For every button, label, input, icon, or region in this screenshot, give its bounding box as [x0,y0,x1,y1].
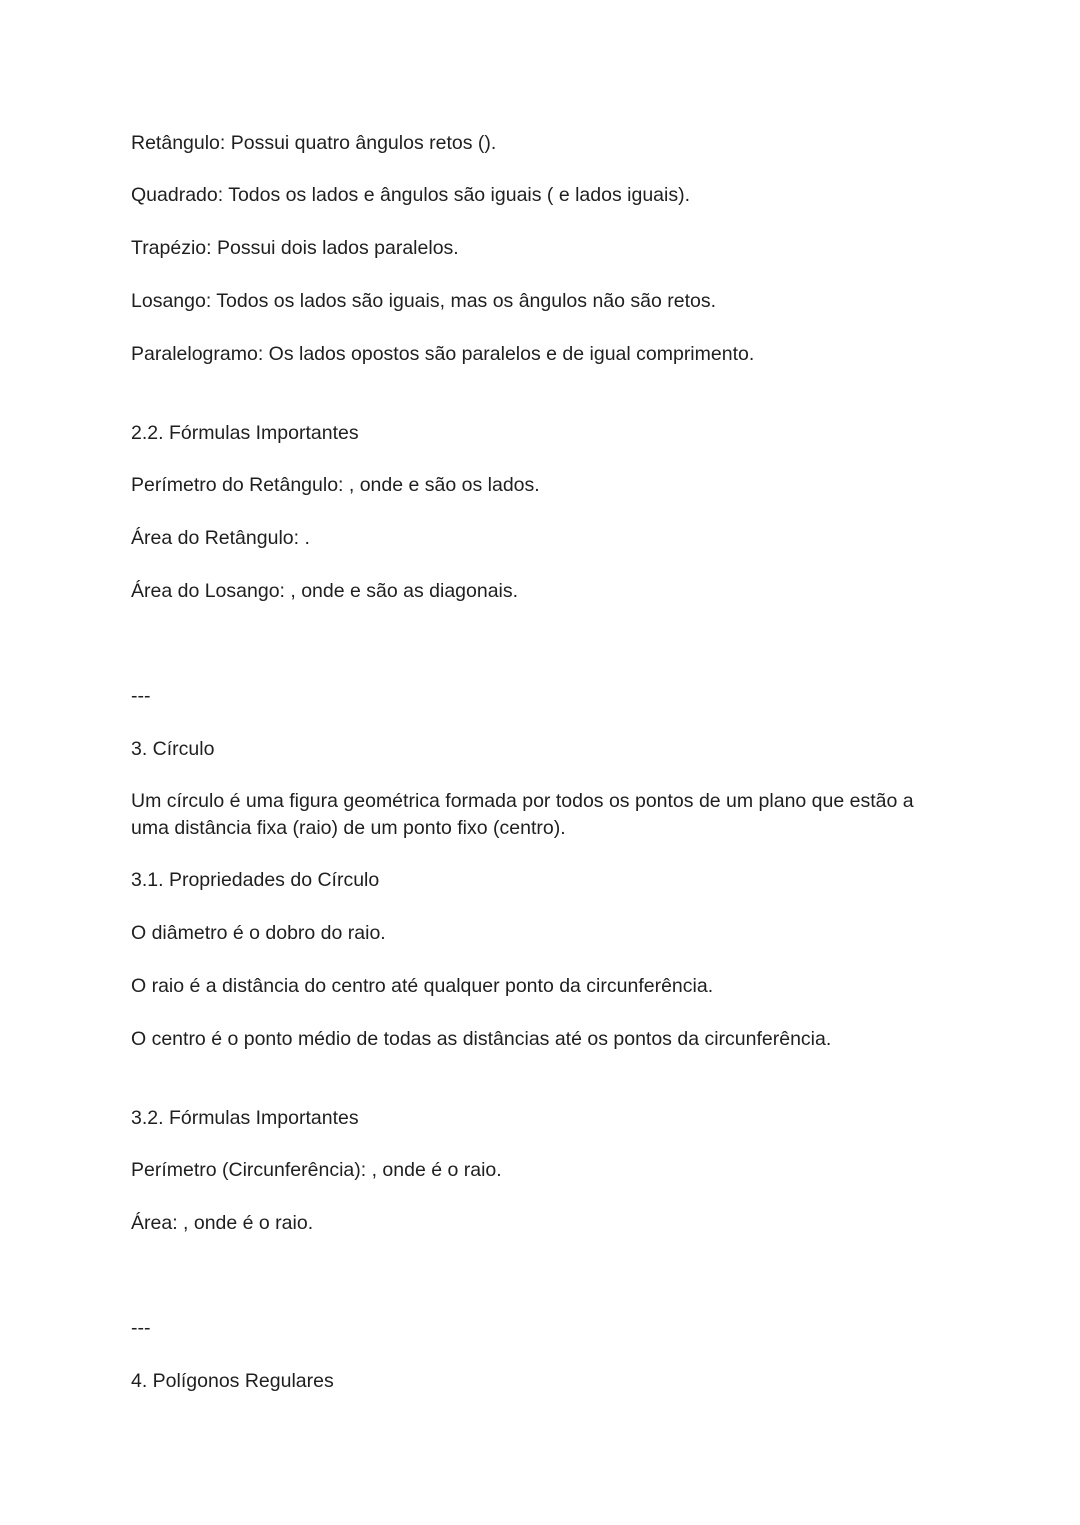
formula-circle-area: Área: , onde é o raio. [131,1212,314,1234]
formula-circumference: Perímetro (Circunferência): , onde é o raio. [131,1159,502,1181]
section-3-2-heading: 3.2. Fórmulas Importantes [131,1107,359,1129]
circle-definition: Um círculo é uma figura geométrica formada por todos os pontos de um plano que estão a uma distância fixa (raio) de um ponto fixo (centro). [131,790,914,839]
quad-rhombus: Losango: Todos os lados são iguais, mas os ângulos não são retos. [131,290,717,312]
formula-rect-perimeter: Perímetro do Retângulo: , onde e são os lados. [131,474,540,496]
section-3-heading: 3. Círculo [131,738,215,760]
formula-rect-area: Área do Retângulo: . [131,527,310,549]
quad-trapezoid: Trapézio: Possui dois lados paralelos. [131,237,459,259]
section-2-2-heading: 2.2. Fórmulas Importantes [131,422,359,444]
separator: --- [131,1317,151,1339]
quad-rectangle: Retângulo: Possui quatro ângulos retos (). [131,132,497,154]
formula-rhombus-area: Área do Losango: , onde e são as diagonais. [131,580,519,602]
circle-property-center: O centro é o ponto médio de todas as distâncias até os pontos da circunferência. [131,1028,832,1050]
section-3-1-heading: 3.1. Propriedades do Círculo [131,869,380,891]
circle-property-radius: O raio é a distância do centro até qualquer ponto da circunferência. [131,975,714,997]
quad-parallelogram: Paralelogramo: Os lados opostos são paralelos e de igual comprimento. [131,343,755,365]
section-4-heading: 4. Polígonos Regulares [131,1370,334,1392]
circle-property-diameter: O diâmetro é o dobro do raio. [131,922,386,944]
quad-square: Quadrado: Todos os lados e ângulos são iguais ( e lados iguais). [131,184,690,206]
separator: --- [131,685,151,707]
